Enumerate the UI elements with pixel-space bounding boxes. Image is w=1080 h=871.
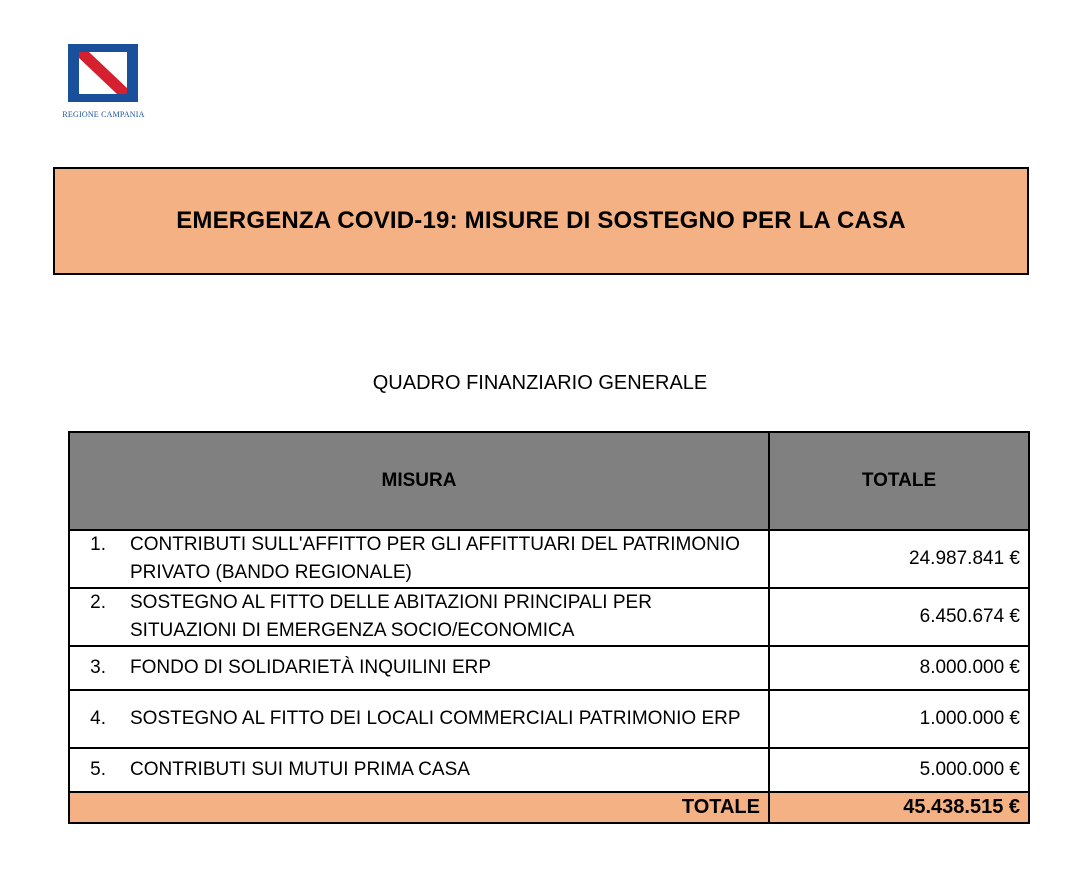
column-header-totale: TOTALE — [769, 432, 1029, 530]
measure-number: 3. — [90, 657, 106, 678]
coat-of-arms-icon — [56, 42, 151, 108]
measure-cell — [69, 530, 769, 588]
measure-total: 5.000.000 € — [769, 748, 1029, 792]
measure-description: CONTRIBUTI SUI MUTUI PRIMA CASA — [130, 759, 470, 780]
document-title: EMERGENZA COVID-19: MISURE DI SOSTEGNO PER LA CASA — [176, 207, 906, 234]
measure-cell — [69, 646, 769, 690]
measure-cell — [69, 748, 769, 792]
total-value: 45.438.515 € — [769, 792, 1029, 823]
document-title-banner — [53, 167, 1029, 275]
logo-text: REGIONE CAMPANIA — [62, 110, 145, 119]
measure-number: 5. — [90, 759, 106, 780]
measure-number: 2. — [90, 592, 106, 613]
measure-description: SOSTEGNO AL FITTO DEI LOCALI COMMERCIALI PATRIMONIO ERP — [130, 708, 741, 729]
measure-cell — [69, 588, 769, 646]
measure-total: 6.450.674 € — [769, 588, 1029, 646]
column-header-misura: MISURA — [69, 432, 769, 530]
measure-total: 1.000.000 € — [769, 690, 1029, 748]
measure-description: SOSTEGNO AL FITTO DELLE ABITAZIONI PRINCIPALI PER SITUAZIONI DI EMERGENZA SOCIO/ECONOMICA — [130, 592, 652, 641]
table-row — [69, 530, 1029, 588]
table-row — [69, 748, 1029, 792]
measure-total: 8.000.000 € — [769, 646, 1029, 690]
measure-total: 24.987.841 € — [769, 530, 1029, 588]
measure-cell — [69, 690, 769, 748]
regione-campania-logo — [56, 42, 151, 128]
total-row — [69, 792, 1029, 823]
measure-number: 4. — [90, 708, 106, 729]
measure-description: FONDO DI SOLIDARIETÀ INQUILINI ERP — [130, 657, 492, 678]
table-subtitle: QUADRO FINANZIARIO GENERALE — [372, 372, 708, 394]
table-row — [69, 646, 1029, 690]
table-header-row — [69, 432, 1029, 530]
measure-description: CONTRIBUTI SULL'AFFITTO PER GLI AFFITTUARI DEL PATRIMONIO PRIVATO (BANDO REGIONALE) — [130, 534, 740, 583]
measure-number: 1. — [90, 534, 106, 555]
table-row — [69, 588, 1029, 646]
total-label: TOTALE — [69, 792, 769, 823]
financial-table — [68, 431, 1030, 824]
table-row — [69, 690, 1029, 748]
